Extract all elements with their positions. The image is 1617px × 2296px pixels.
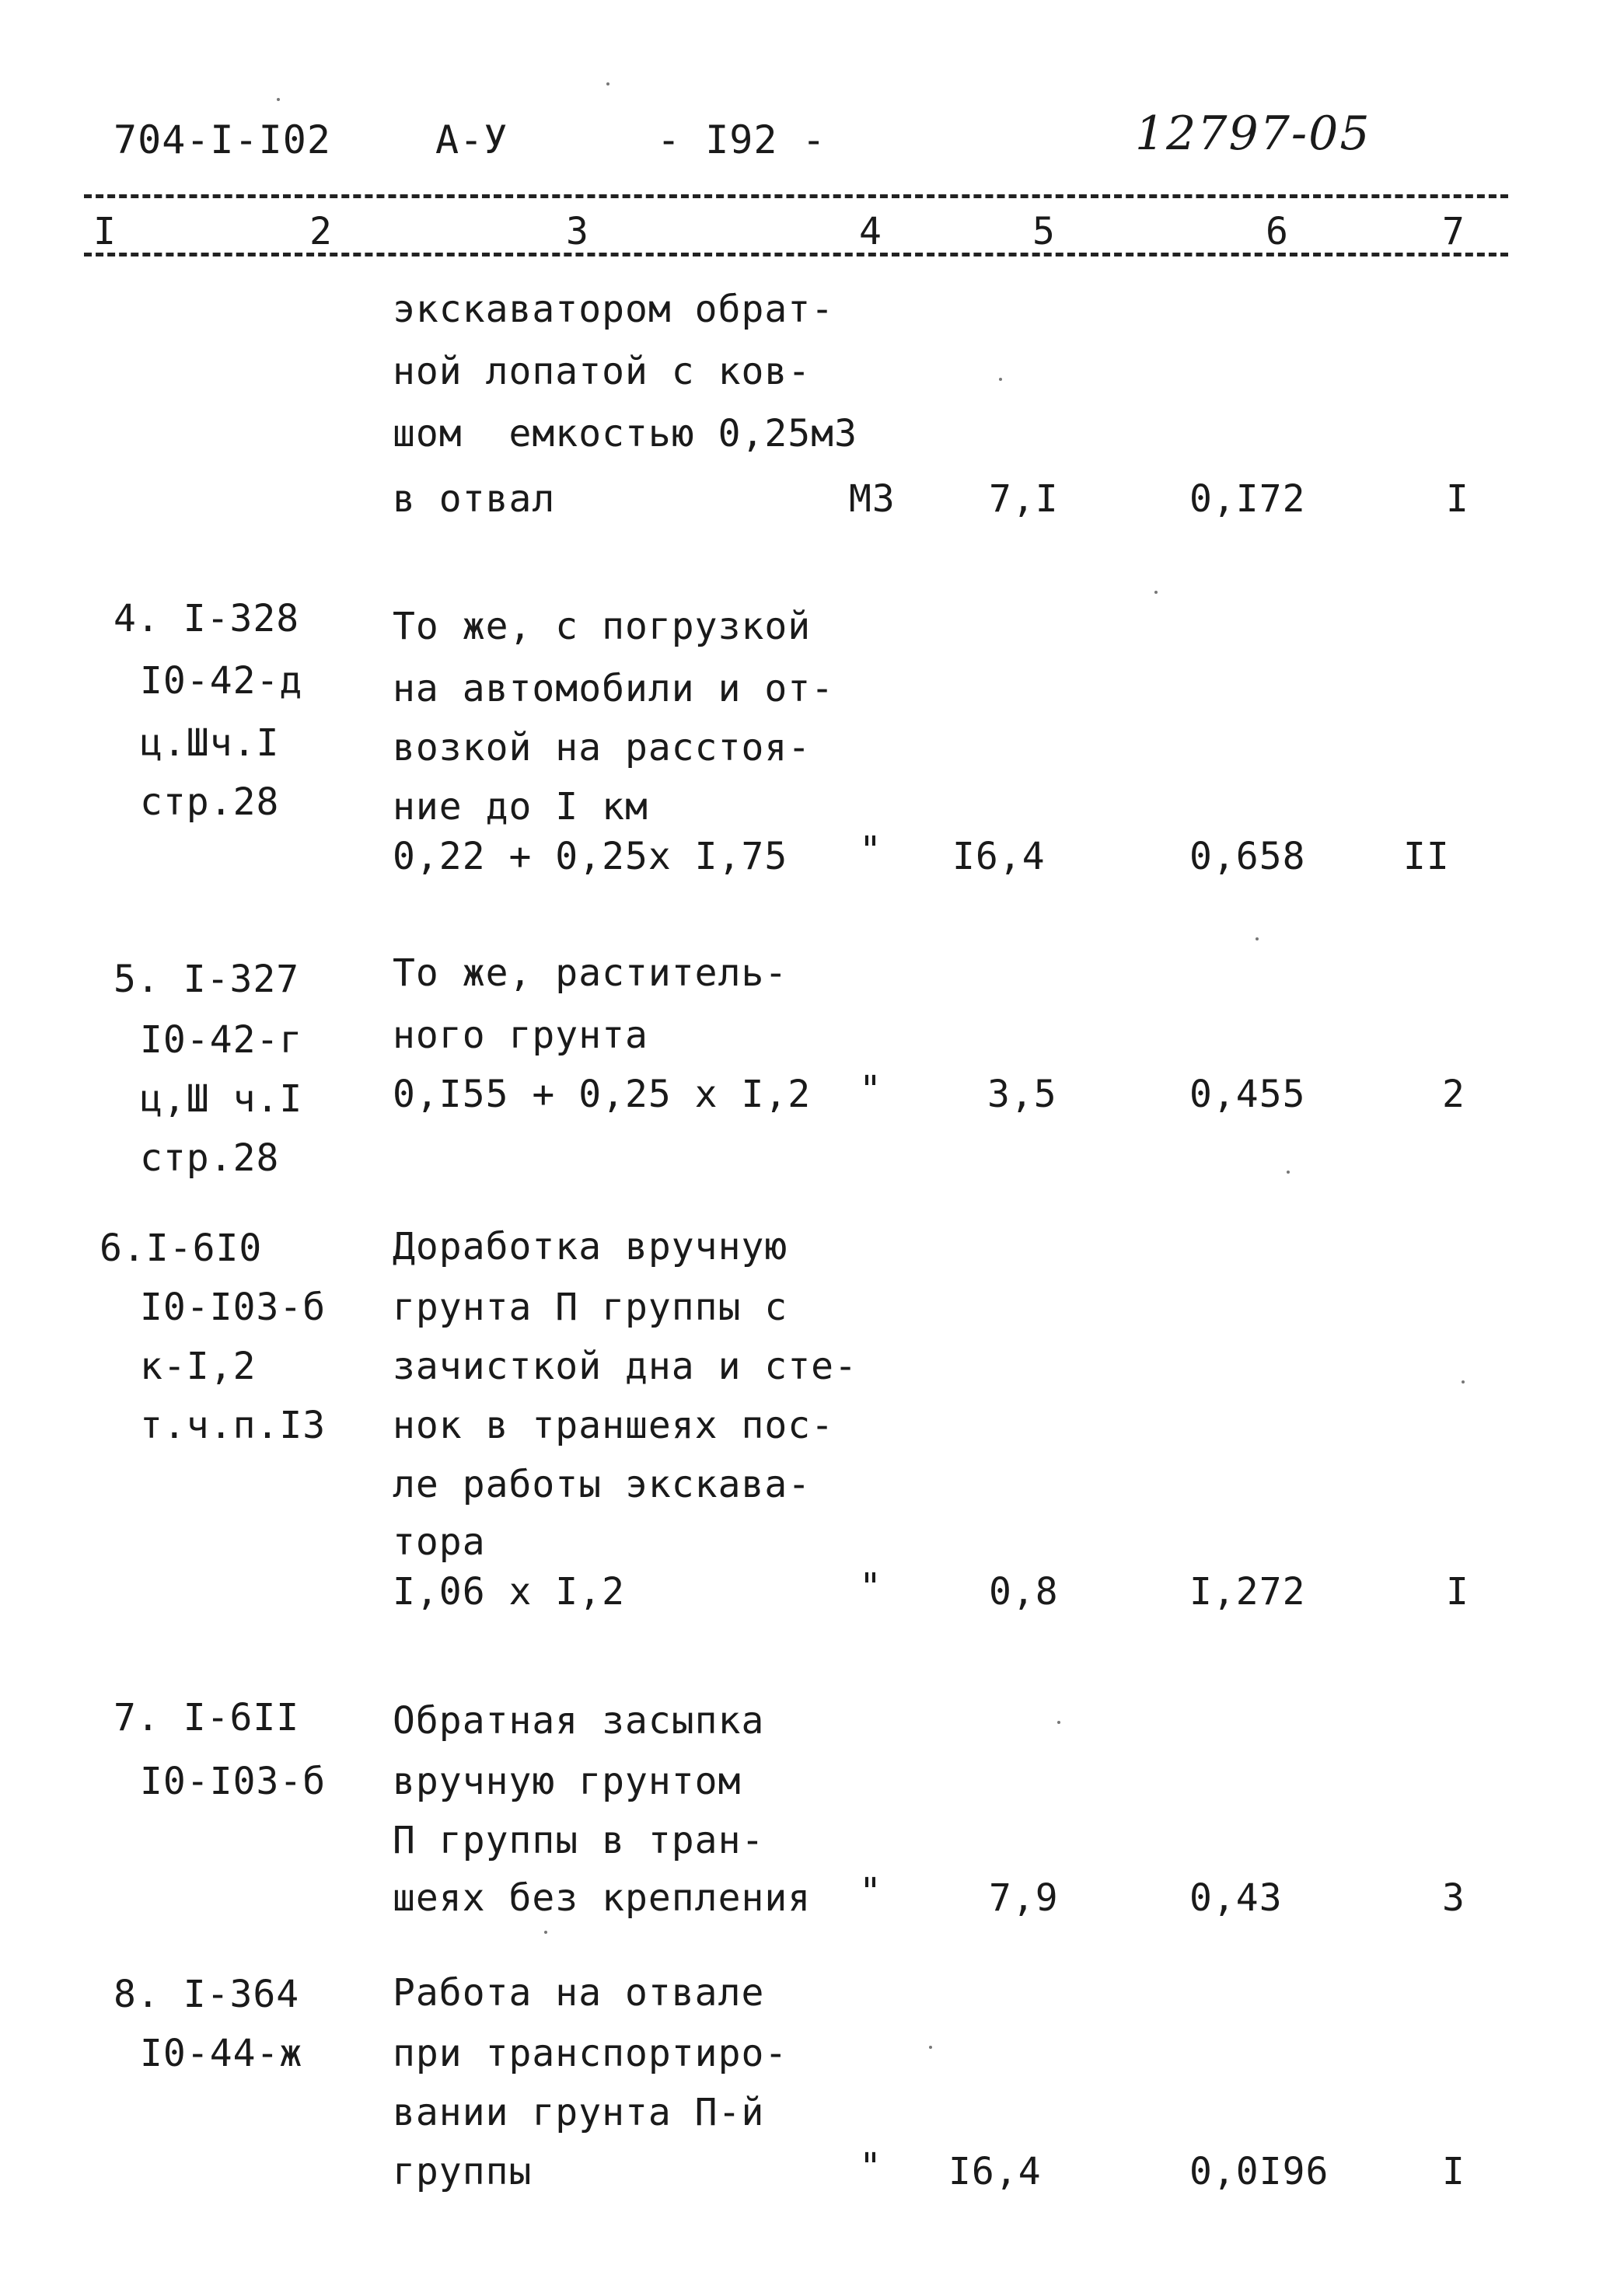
description-line: шеях без крепления <box>393 1876 812 1920</box>
item-code-line: ц.Шч.I <box>140 721 280 765</box>
description-line: зачисткой дна и сте- <box>393 1345 857 1388</box>
item-code-line: к-I,2 <box>140 1345 257 1388</box>
item-code-line: 5. I-327 <box>114 958 300 1001</box>
norm-cell: 0,658 <box>1189 835 1306 878</box>
quantity-cell: 7,I <box>989 477 1059 521</box>
description-line: группы <box>393 2150 533 2193</box>
description-line: ного грунта <box>393 1014 648 1057</box>
unit-cell: М3 <box>849 477 896 521</box>
scan-speck <box>1154 591 1158 594</box>
description-line: вручную грунтом <box>393 1760 742 1803</box>
item-code-line: I0-I03-б <box>140 1286 327 1329</box>
description-line: Обратная засыпка <box>393 1699 765 1743</box>
scan-speck <box>999 378 1002 381</box>
scan-speck <box>929 2046 932 2049</box>
description-line: возкой на расстоя- <box>393 726 812 769</box>
norm-cell: 0,43 <box>1189 1876 1283 1920</box>
description-line: экскаватором обрат- <box>393 288 835 331</box>
item-code-line: I0-42-г <box>140 1018 303 1062</box>
formula-line: 0,I55 + 0,25 х I,2 <box>393 1073 812 1116</box>
column-number: 4 <box>859 210 882 253</box>
grade-cell: 2 <box>1442 1073 1465 1116</box>
grade-cell: I <box>1442 2150 1465 2193</box>
scan-speck <box>544 1931 547 1934</box>
grade-cell: I <box>1446 477 1469 521</box>
section-code: А-У <box>435 117 508 162</box>
formula-line: I,06 х I,2 <box>393 1570 625 1614</box>
description-line: ние до I км <box>393 785 648 829</box>
description-line: при транспортиро- <box>393 2032 788 2075</box>
item-code-line: т.ч.п.I3 <box>140 1404 327 1447</box>
norm-cell: 0,455 <box>1189 1073 1306 1116</box>
description-line: ной лопатой с ков- <box>393 350 812 393</box>
unit-cell: " <box>859 1565 882 1609</box>
description-line: тора <box>393 1520 486 1564</box>
unit-cell: " <box>859 1068 882 1111</box>
scan-speck <box>1256 937 1259 940</box>
item-code-line: стр.28 <box>140 780 280 824</box>
description-line: ле работы экскава- <box>393 1463 812 1506</box>
unit-cell: " <box>859 1870 882 1914</box>
column-number: 2 <box>309 210 333 253</box>
item-code-line: ц,Ш ч.I <box>140 1077 303 1121</box>
item-code-line: 4. I-328 <box>114 597 300 640</box>
quantity-cell: I6,4 <box>952 835 1046 878</box>
description-line: Работа на отвале <box>393 1971 765 2015</box>
column-number: 3 <box>566 210 589 253</box>
item-code-line: I0-I03-б <box>140 1760 327 1803</box>
unit-cell: " <box>859 829 882 872</box>
dashed-rule-bottom <box>84 253 1508 256</box>
description-line: нок в траншеях пос- <box>393 1404 835 1447</box>
scan-speck <box>606 82 609 85</box>
dashed-rule-top <box>84 194 1508 198</box>
grade-cell: I <box>1446 1570 1469 1614</box>
quantity-cell: 0,8 <box>989 1570 1059 1614</box>
item-code-line: 6.I-6I0 <box>100 1227 263 1270</box>
description-line: в отвал <box>393 477 556 521</box>
grade-cell: II <box>1403 835 1450 878</box>
norm-cell: 0,I72 <box>1189 477 1306 521</box>
column-number: 5 <box>1032 210 1056 253</box>
item-code-line: стр.28 <box>140 1136 280 1180</box>
scan-speck <box>1057 1721 1060 1724</box>
handwritten-stamp: 12797-05 <box>1135 106 1371 161</box>
unit-cell: " <box>859 2145 882 2189</box>
grade-cell: 3 <box>1442 1876 1465 1920</box>
description-line: То же, раститель- <box>393 951 788 995</box>
formula-line: 0,22 + 0,25х I,75 <box>393 835 788 878</box>
description-line: То же, с погрузкой <box>393 605 812 648</box>
description-line: грунта П группы с <box>393 1286 788 1329</box>
item-code-line: 8. I-364 <box>114 1973 300 2016</box>
quantity-cell: I6,4 <box>948 2150 1042 2193</box>
doc-number: 704-I-I02 <box>114 117 331 162</box>
scan-speck <box>1462 1380 1465 1384</box>
scan-speck <box>277 98 280 101</box>
description-line: П группы в тран- <box>393 1819 765 1862</box>
norm-cell: I,272 <box>1189 1570 1306 1614</box>
description-line: вании грунта П-й <box>393 2091 765 2134</box>
description-line: шом емкостью 0,25м3 <box>393 412 857 455</box>
item-code-line: I0-44-ж <box>140 2032 303 2075</box>
description-line: Доработка вручную <box>393 1225 788 1268</box>
scan-speck <box>1287 1171 1290 1174</box>
description-line: на автомобили и от- <box>393 667 835 710</box>
column-number: I <box>93 210 117 253</box>
item-code-line: 7. I-6II <box>114 1696 300 1739</box>
page-number: - I92 - <box>657 117 826 162</box>
column-number: 7 <box>1442 210 1465 253</box>
norm-cell: 0,0I96 <box>1189 2150 1329 2193</box>
quantity-cell: 3,5 <box>987 1073 1057 1116</box>
item-code-line: I0-42-д <box>140 659 303 703</box>
quantity-cell: 7,9 <box>989 1876 1059 1920</box>
column-number: 6 <box>1266 210 1289 253</box>
